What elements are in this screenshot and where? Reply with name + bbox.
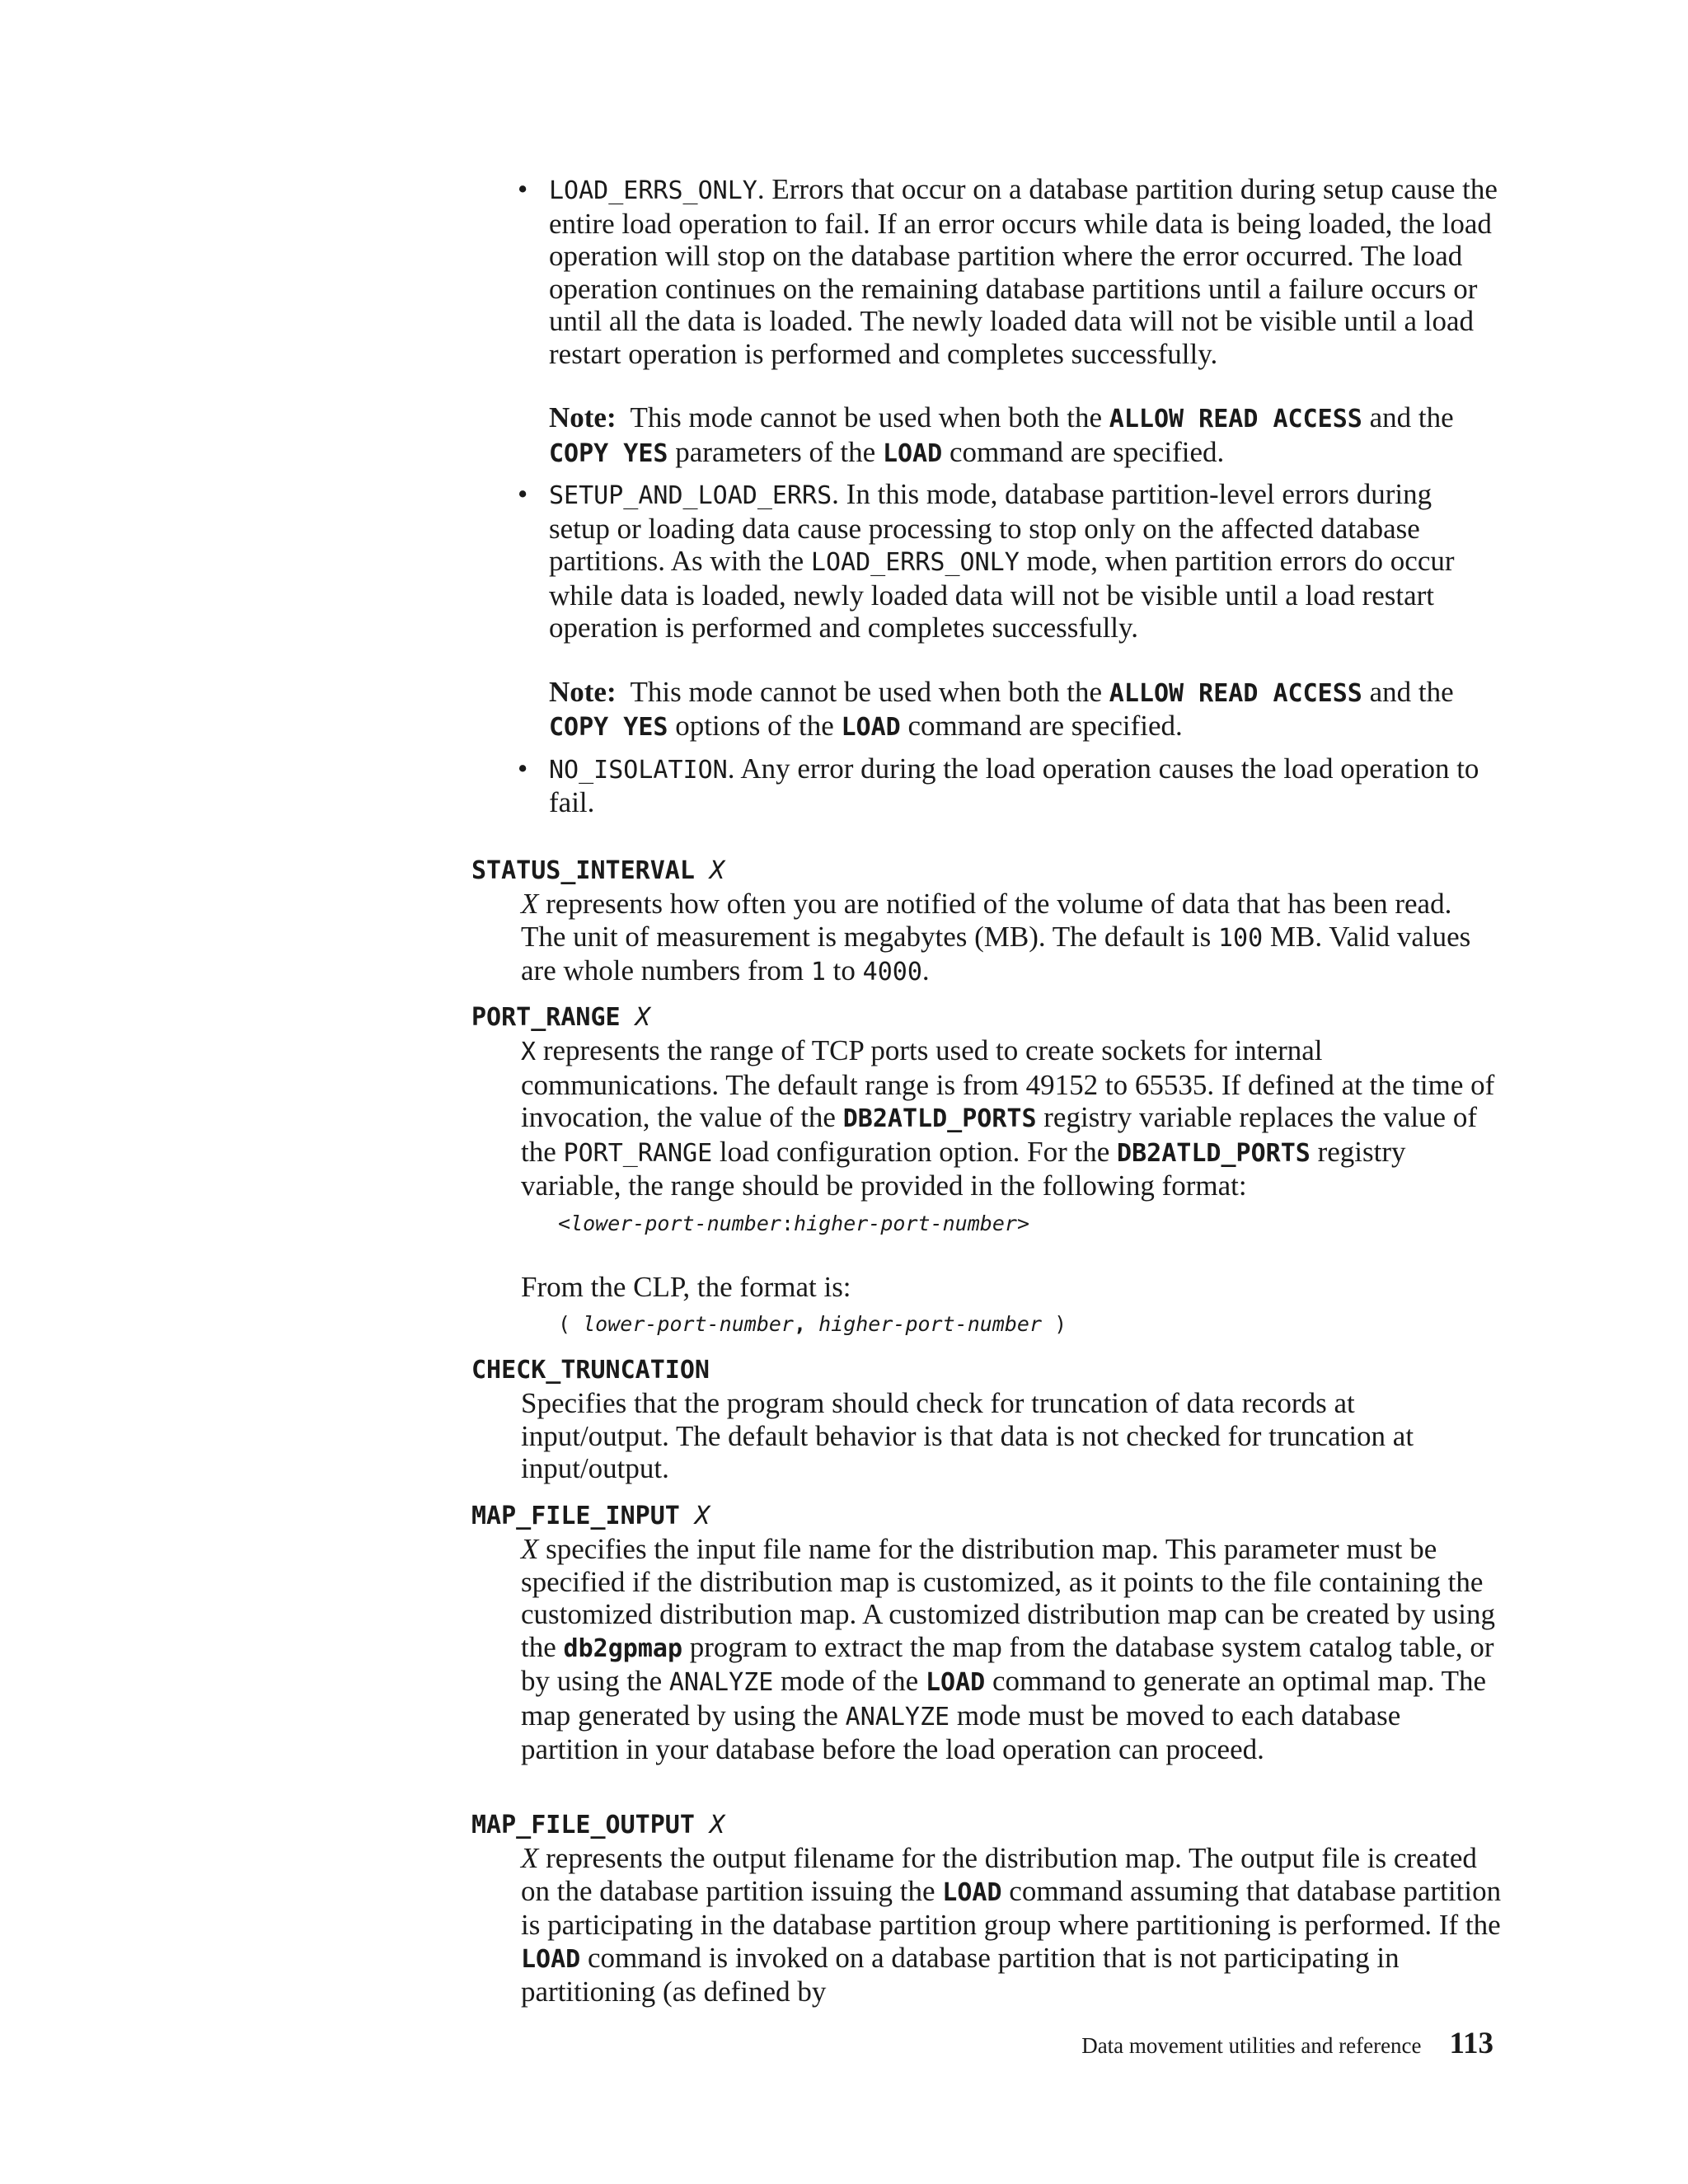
body-text: registry variable replaces the value of the [521,1101,1477,1168]
keyword: LOAD [942,1877,1002,1907]
item-text: . In this mode, database partition-level errors during setup or loading data cause processing to stop only on the affected database partitions. As with the [549,478,1432,577]
body-text: represents how often you are notified of the volume of data that has been read. The unit of measurement is megabytes (MB). The default is [521,888,1452,953]
page-footer [1081,2026,1493,2061]
body-text: registry variable, the range should be provided in the following format: [521,1135,1406,1202]
code-value: 4000 [862,958,922,987]
body-text: to [825,954,863,987]
footer-title: Data movement utilities and reference [1081,2033,1422,2058]
body-text: represents the range of TCP ports used to create sockets for internal communications. The default range is from 49152 to 65535. If defined at the time of invocation, the value of the [521,1034,1495,1133]
body-text: load configuration option. For the [712,1135,1118,1168]
keyword: COPY YES [549,713,668,742]
term-name: MAP_FILE_OUTPUT [471,1811,695,1840]
note-text: command are specified. [942,435,1225,468]
definition-term: CHECK_TRUNCATION [471,1356,710,1385]
definition-term [471,855,1502,888]
keyword: db2gpmap [563,1633,683,1663]
syntax-token: : [781,1211,794,1235]
note [549,676,1498,744]
definition-body [521,1034,1502,1202]
definition-check-truncation [471,1354,1502,1485]
format-syntax [558,1207,1502,1241]
list-item-no-isolation [518,752,1498,819]
list-item-setup-and-load-errs [518,478,1498,744]
keyword: ALLOW READ ACCESS [1109,405,1362,434]
page-number: 113 [1449,2027,1493,2060]
item-text: mode, when partition errors do occur while data is loaded, newly loaded data will not be visible until a load restart operation is performed and completes successfully. [549,545,1455,644]
note-text: This mode cannot be used when both the [630,401,1109,434]
body-text: mode of the [773,1665,926,1697]
bullet-icon: • [518,173,528,205]
body-text: . [921,954,930,987]
syntax-token: lower-port-number [583,1312,794,1336]
keyword: DB2ATLD_PORTS [842,1104,1037,1133]
code-value: ANALYZE [668,1668,774,1697]
definition-body [521,1842,1502,2008]
term-argument: X [710,1811,725,1840]
body-text: represents the output filename for the distribution map. The output file is created on the database partition issuing the [521,1842,1477,1907]
definition-status-interval [471,855,1502,989]
keyword: LOAD [925,1668,986,1697]
code-value: ANALYZE [845,1702,950,1732]
note-text: parameters of the [668,435,883,468]
term-argument: X [635,1003,650,1032]
body-text: command assuming that database partition is participating in the database partition group where partitioning is performed. If the [521,1874,1502,1941]
definition-map-file-input [471,1500,1502,1766]
definition-port-range [471,1001,1502,1342]
body-text: command to generate an optimal map. The map generated by using the [521,1665,1487,1732]
argument-ref: X [521,888,539,920]
definition-map-file-output [471,1809,1502,2008]
keyword: DB2ATLD_PORTS [1117,1138,1311,1168]
keyword: LOAD [841,713,901,742]
keyword: COPY YES [549,438,668,468]
term-argument: X [694,1502,710,1530]
term-name: MAP_FILE_INPUT [471,1502,680,1530]
definition-body [521,888,1502,989]
note-text: options of the [668,710,842,742]
definition-term [471,1001,1502,1034]
note [549,401,1498,470]
list-item-load-errs-only [518,173,1498,470]
clp-syntax [558,1308,1502,1342]
syntax-token: , [793,1312,819,1336]
note-text: and the [1362,675,1454,708]
syntax-token: higher-port-number [818,1312,1043,1336]
note-text: and the [1362,401,1454,434]
item-text: . Any error during the load operation causes the load operation to fail. [549,752,1479,818]
code-value: 1 [810,958,826,987]
code-value: 100 [1217,923,1264,953]
isolation-mode-list [518,173,1498,827]
note-label: Note: [549,401,617,434]
code-value: PORT_RANGE [563,1138,713,1168]
body-text: program to extract the map from the database system catalog table, or by using the [521,1630,1494,1697]
keyword: LOAD [882,438,943,468]
argument-ref: X [521,1038,537,1066]
syntax-token: higher-port-number [794,1211,1017,1235]
definition-term [471,1500,1502,1533]
keyword: SETUP_AND_LOAD_ERRS [549,481,832,510]
keyword: LOAD [521,1944,581,1974]
syntax-token: lower-port-number [570,1211,781,1235]
note-label: Note: [549,675,617,708]
keyword: LOAD_ERRS_ONLY [549,176,757,205]
definition-body [521,1533,1502,1766]
item-text: . Errors that occur on a database partition during setup cause the entire load operation to fail. If an error occurs while data is being loaded, the load operation will stop on the database partition where the error occurred. The load operation continues on the remaining database partitions until a failure occurs or until all the data is loaded. The newly loaded data will not be visible until a load restart operation is performed and completes successfully. [549,173,1498,370]
syntax-token: > [1016,1211,1029,1235]
body-text: command is invoked on a database partition that is not participating in partitioning (as defined by [521,1941,1400,2008]
bullet-icon: • [518,478,528,510]
keyword: NO_ISOLATION [549,755,728,785]
definition-term [471,1809,1502,1842]
keyword: ALLOW READ ACCESS [1109,678,1362,708]
term-argument: X [710,856,725,885]
argument-ref: X [521,1842,539,1874]
term-name: STATUS_INTERVAL [471,856,695,885]
body-text: MB. Valid values are whole numbers from [521,920,1471,987]
note-text: command are specified. [900,710,1183,742]
bullet-icon: • [518,752,528,785]
syntax-token: ( [558,1312,584,1336]
clp-intro: From the CLP, the format is: [521,1270,851,1303]
keyword: LOAD_ERRS_ONLY [810,548,1020,577]
body-text: specifies the input file name for the distribution map. This parameter must be specified if the distribution map is customized, as it points to the file containing the customized distribution map. A customized distribution map can be created by using the [521,1533,1495,1663]
term-name: PORT_RANGE [471,1003,621,1032]
body-text: mode must be moved to each database partition in your database before the load operation can proceed. [521,1699,1401,1765]
syntax-token: < [558,1211,571,1235]
argument-ref: X [521,1533,539,1565]
note-text: This mode cannot be used when both the [630,675,1109,708]
definition-body: Specifies that the program should check for truncation of data records at input/output. The default behavior is that data is not checked for truncation at input/output. [521,1387,1414,1484]
syntax-token: ) [1042,1312,1067,1336]
